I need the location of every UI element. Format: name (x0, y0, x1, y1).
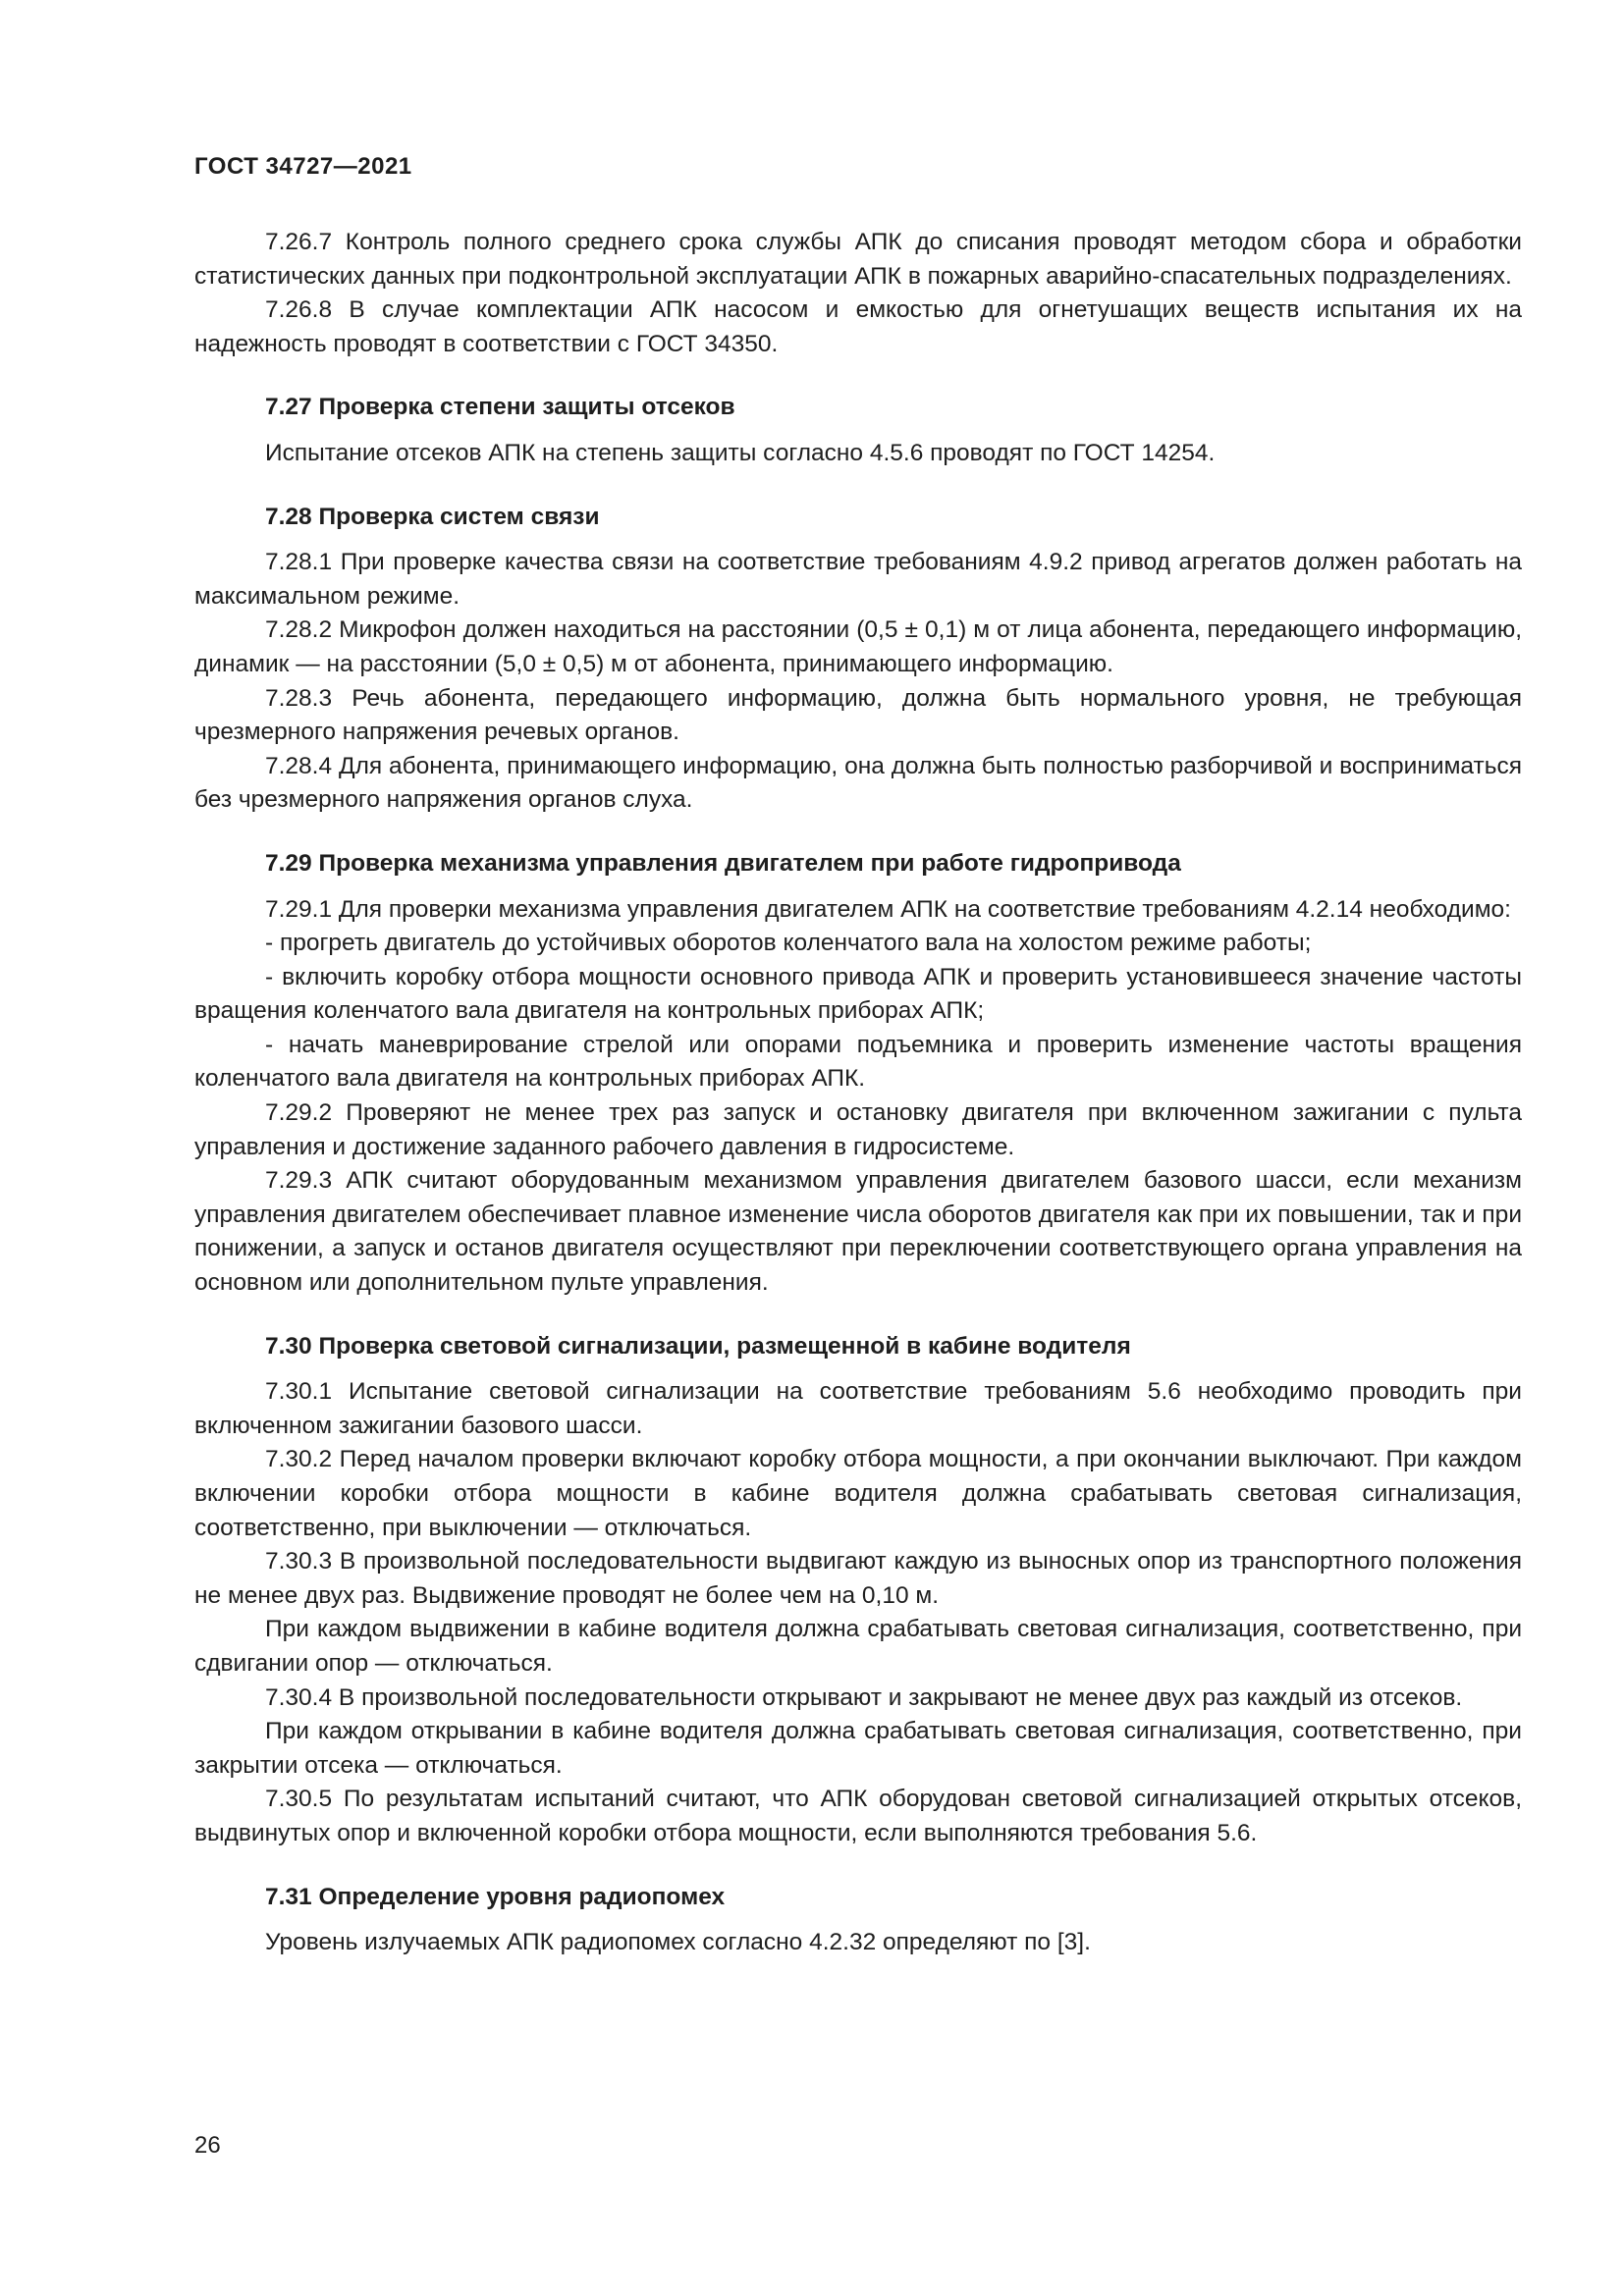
section-7-28 (194, 501, 1522, 818)
paragraph: 7.26.7 Контроль полного среднего срока службы АПК до списания проводят методом сбора и обработки статистических данных при подконтрольной эксплуатации АПК в пожарных аварийно-спасательных подразделениях. (194, 229, 1522, 290)
paragraph: 7.30.2 Перед началом проверки включают коробку отбора мощности, а при окончании выключают. При каждом включении коробки отбора мощности в кабине водителя должна срабатывать световая сигнализация, соответственно, при выключении — отключаться. (194, 1446, 1522, 1541)
paragraph: 7.30.5 По результатам испытаний считают, что АПК оборудован световой сигнализацией открытых отсеков, выдвинутых опор и включенной коробки отбора мощности, если выполняются требования 5.6. (194, 1786, 1522, 1846)
document-code-header: ГОСТ 34727—2021 (194, 153, 412, 180)
section-7-29 (194, 847, 1522, 1301)
document-body (194, 226, 1522, 1960)
list-item: - включить коробку отбора мощности основного привода АПК и проверить установившееся значение частоты вращения коленчатого вала двигателя на контрольных приборах АПК; (194, 963, 1522, 1025)
paragraph: 7.26.8 В случае комплектации АПК насосом и емкостью для огнетушащих веществ испытания их на надежность проводят в соответствии с ГОСТ 34350. (194, 296, 1522, 357)
paragraph: 7.29.3 АПК считают оборудованным механизмом управления двигателем базового шасси, если механизм управления двигателем обеспечивает плавное изменение числа оборотов двигателя как при их повышении, так и при понижении, а запуск и останов двигателя осуществляют при переключении соответствующего органа управления на основном или дополнительном пульте управления. (194, 1167, 1522, 1297)
paragraph: 7.28.2 Микрофон должен находиться на расстоянии (0,5 ± 0,1) м от лица абонента, передающего информацию, динамик — на расстоянии (5,0 ± 0,5) м от абонента, принимающего информацию. (194, 616, 1522, 677)
section-7-30 (194, 1330, 1522, 1851)
paragraph: 7.30.4 В произвольной последовательности открывают и закрывают не менее двух раз каждый из отсеков. (265, 1683, 1463, 1711)
paragraph: Испытание отсеков АПК на степень защиты согласно 4.5.6 проводят по ГОСТ 14254. (265, 439, 1216, 466)
paragraph: 7.30.3 В произвольной последовательности выдвигают каждую из выносных опор из транспортного положения не менее двух раз. Выдвижение проводят не более чем на 0,10 м. (194, 1548, 1522, 1609)
paragraph: 7.28.1 При проверке качества связи на соответствие требованиям 4.9.2 привод агрегатов должен работать на максимальном режиме. (194, 549, 1522, 610)
list-item: - начать маневрирование стрелой или опорами подъемника и проверить изменение частоты вращения коленчатого вала двигателя на контрольных приборах АПК. (194, 1031, 1522, 1093)
section-heading: 7.30 Проверка световой сигнализации, размещенной в кабине водителя (265, 1332, 1131, 1360)
section-heading: 7.29 Проверка механизма управления двигателем при работе гидропривода (265, 849, 1181, 877)
section-heading: 7.31 Определение уровня радиопомех (265, 1883, 726, 1910)
list-item: - прогреть двигатель до устойчивых оборотов коленчатого вала на холостом режиме работы; (265, 930, 1312, 957)
section-7-31 (194, 1881, 1522, 1960)
section-7-26 (194, 226, 1522, 361)
paragraph: 7.30.1 Испытание световой сигнализации на соответствие требованиям 5.6 необходимо проводить при включенном зажигании базового шасси. (194, 1378, 1522, 1439)
paragraph: 7.29.1 Для проверки механизма управления двигателем АПК на соответствие требованиям 4.2.14 необходимо: (265, 895, 1511, 923)
page-number: 26 (194, 2132, 221, 2159)
paragraph: 7.29.2 Проверяют не менее трех раз запуск и остановку двигателя при включенном зажигании с пульта управления и достижение заданного рабочего давления в гидросистеме. (194, 1099, 1522, 1160)
section-heading: 7.28 Проверка систем связи (265, 503, 600, 530)
paragraph: При каждом выдвижении в кабине водителя должна срабатывать световая сигнализация, соответственно, при сдвигании опор — отключаться. (194, 1616, 1522, 1677)
section-heading: 7.27 Проверка степени защиты отсеков (265, 394, 735, 421)
paragraph: При каждом открывании в кабине водителя должна срабатывать световая сигнализация, соответственно, при закрытии отсека — отключаться. (194, 1718, 1522, 1779)
paragraph: Уровень излучаемых АПК радиопомех согласно 4.2.32 определяют по [3]. (265, 1929, 1091, 1956)
paragraph: 7.28.3 Речь абонента, передающего информацию, должна быть нормального уровня, не требующая чрезмерного напряжения речевых органов. (194, 684, 1522, 746)
section-7-27 (194, 391, 1522, 470)
paragraph: 7.28.4 Для абонента, принимающего информацию, она должна быть полностью разборчивой и восприниматься без чрезмерного напряжения органов слуха. (194, 752, 1522, 814)
